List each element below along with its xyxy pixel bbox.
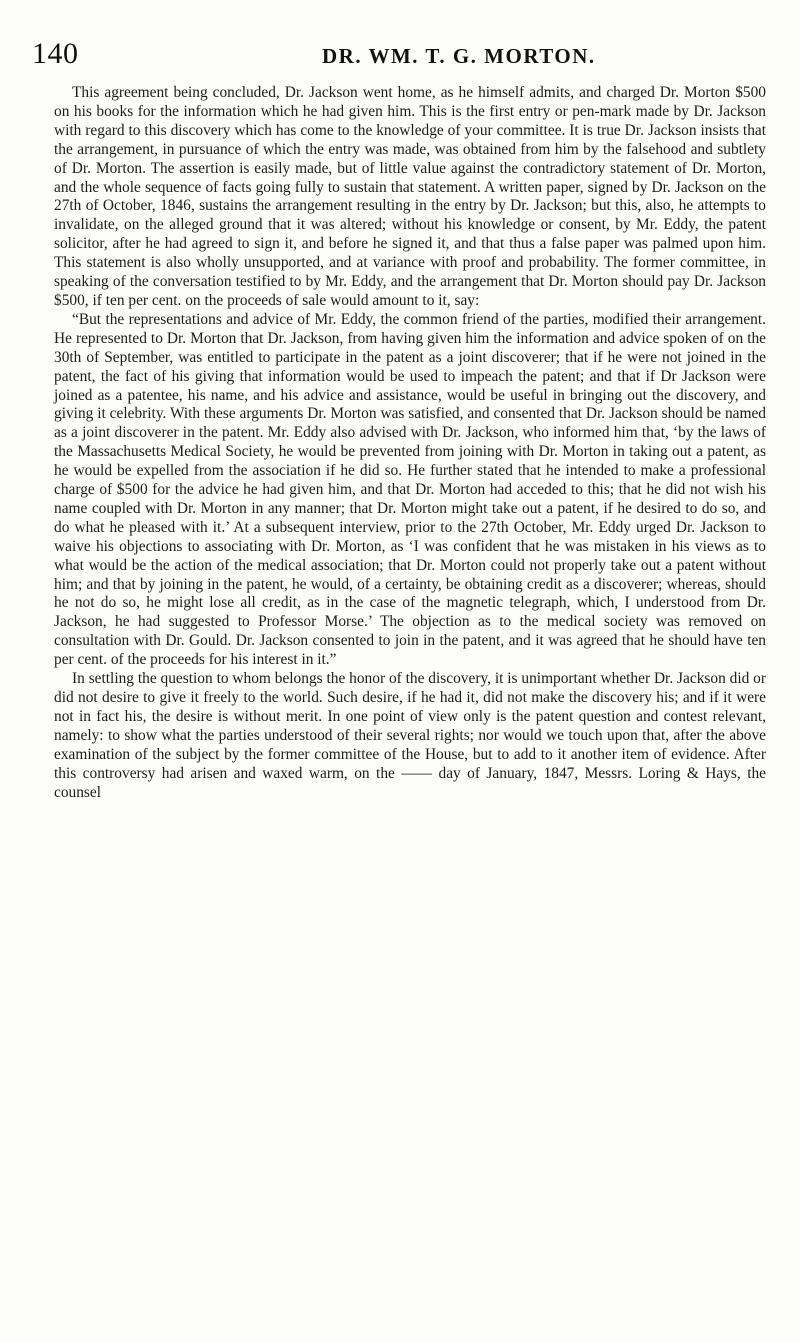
body-text <box>54 84 766 802</box>
paragraph: “But the representations and advice of Mr. Eddy, the common friend of the parties, modified their arrangement. He represented to Dr. Morton that Dr. Jackson, from having given him the information and advice spoken of on the 30th of September, was entitled to participate in the patent as a joint discoverer; that if he were not joined in the patent, the fact of his giving that information would be used to impeach the patent; and that if Dr Jackson were joined as a patentee, his name, and his advice and assistance, would be useful in bringing out the discovery, and giving it celebrity. With these arguments Dr. Morton was satisfied, and consented that Dr. Jackson should be named as a joint discoverer in the patent. Mr. Eddy also advised with Dr. Jackson, who informed him that, ‘by the laws of the Massachusetts Medical Society, he would be prevented from joining with Dr. Morton in taking out a patent, as he would be expelled from the association if he did so. He further stated that he intended to make a professional charge of $500 for the advice he had given him, and that Dr. Morton had acceded to this; that he did not wish his name coupled with Dr. Morton in any manner; that Dr. Morton might take out a patent, if he desired to do so, and do what he pleased with it.’ At a subsequent interview, prior to the 27th October, Mr. Eddy urged Dr. Jackson to waive his objections to associating with Dr. Morton, as ‘I was confident that he was mistaken in his views as to what would be the action of the medical association; that Dr. Morton could not properly take out a patent without him; and that by joining in the patent, he would, of a certainty, be obtaining credit as a discoverer; whereas, should he not do so, he might lose all credit, as in the case of the magnetic telegraph, which, I understood from Dr. Jackson, he had suggested to Professor Morse.’ The objection as to the medical society was removed on consultation with Dr. Gould. Dr. Jackson consented to join in the patent, and it was agreed that he should have ten per cent. of the proceeds for his interest in it.” <box>54 310 766 669</box>
paragraph: In settling the question to whom belongs the honor of the discovery, it is unimportant whether Dr. Jackson did or did not desire to give it freely to the world. Such desire, if he had it, did not make the discovery his; and if it were not in fact his, the desire is without merit. In one point of view only is the patent question and contest relevant, namely: to show what the parties understood of their several rights; nor would we touch upon that, after the above examination of the subject by the former committee of the House, but to add to it another item of evidence. After this controversy had arisen and waxed warm, on the —— day of January, 1847, Messrs. Loring & Hays, the counsel <box>54 670 766 801</box>
paragraph: This agreement being concluded, Dr. Jackson went home, as he himself admits, and charged Dr. Morton $500 on his books for the information which he had given him. This is the first entry or pen-mark made by Dr. Jackson with regard to this discovery which has come to the knowledge of your committee. It is true Dr. Jackson insists that the arrangement, in pursuance of which the entry was made, was obtained from him by the falsehood and subtlety of Dr. Morton. The assertion is easily made, but of little value against the contradictory statement of Dr. Morton, and the whole sequence of facts going fully to sustain that statement. A written paper, signed by Dr. Jackson on the 27th of October, 1846, sustains the arrangement resulting in the entry by Dr. Jackson; but this, also, he attempts to invalidate, on the alleged ground that it was altered; without his knowledge or consent, by Mr. Eddy, the patent solicitor, after he had agreed to sign it, and before he signed it, and that thus a false paper was palmed upon him. This statement is also wholly unsupported, and at variance with proof and probability. The former committee, in speaking of the conversation testified to by Mr. Eddy, and the arrangement that Dr. Morton should pay Dr. Jackson $500, if ten per cent. on the proceeds of sale would amount to it, say: <box>54 84 766 309</box>
page-header <box>32 36 772 76</box>
running-title: DR. WM. T. G. MORTON. <box>322 44 596 68</box>
page-number: 140 <box>32 37 79 70</box>
